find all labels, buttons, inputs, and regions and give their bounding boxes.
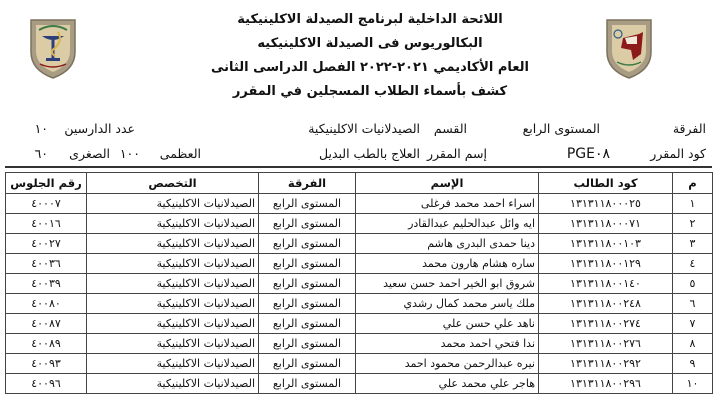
- students-count-value: ١٠: [34, 121, 48, 136]
- students-count-label: عدد الدارسين: [64, 121, 135, 136]
- column-header-student-code: كود الطالب: [539, 173, 673, 194]
- cell-level: المستوى الرابع: [259, 354, 356, 374]
- header-divider: [5, 166, 712, 168]
- cell-specialization: الصيدلانيات الاكلينيكية: [87, 374, 259, 394]
- cell-num: ٧: [673, 314, 713, 334]
- cell-specialization: الصيدلانيات الاكلينيكية: [87, 234, 259, 254]
- cell-num: ٩: [673, 354, 713, 374]
- header-line-regulation: اللائحة الداخلية لبرنامج الصيدلة الاكلينيكية: [237, 12, 503, 27]
- students-table: [5, 172, 713, 394]
- table-row: [6, 354, 713, 374]
- cell-seat-number: ٤٠٠٠٧: [6, 194, 87, 214]
- cell-level: المستوى الرابع: [259, 254, 356, 274]
- table-row: [6, 254, 713, 274]
- cell-num: ٤: [673, 254, 713, 274]
- cell-name: ساره هشام هارون محمد: [356, 254, 539, 274]
- cell-level: المستوى الرابع: [259, 214, 356, 234]
- cell-seat-number: ٤٠٠٣٦: [6, 254, 87, 274]
- cell-student-code: ١٣١٣١١٨٠٠٠٢٥: [539, 194, 673, 214]
- cell-num: ٥: [673, 274, 713, 294]
- cell-name: ملك ياسر محمد كمال رشدي: [356, 294, 539, 314]
- cell-student-code: ١٣١٣١١٨٠٠١٠٣: [539, 234, 673, 254]
- cell-specialization: الصيدلانيات الاكلينيكية: [87, 354, 259, 374]
- cell-level: المستوى الرابع: [259, 234, 356, 254]
- table-header-row: [6, 173, 713, 194]
- cell-seat-number: ٤٠٠٨٠: [6, 294, 87, 314]
- table-row: [6, 334, 713, 354]
- table-row: [6, 274, 713, 294]
- cell-level: المستوى الرابع: [259, 334, 356, 354]
- cell-level: المستوى الرابع: [259, 374, 356, 394]
- course-name-label: إسم المقرر: [426, 146, 487, 161]
- cell-name: هاجر علي محمد علي: [356, 374, 539, 394]
- cell-student-code: ١٣١٣١١٨٠٠٢٩٢: [539, 354, 673, 374]
- cell-name: شروق ابو الخير احمد حسن سعيد: [356, 274, 539, 294]
- cell-name: ايه وائل عبدالحليم عبدالقادر: [356, 214, 539, 234]
- cell-student-code: ١٣١٣١١٨٠٠١٢٩: [539, 254, 673, 274]
- cell-name: نيره عبدالرحمن محمود احمد: [356, 354, 539, 374]
- cell-specialization: الصيدلانيات الاكلينيكية: [87, 314, 259, 334]
- cell-name: ناهد علي حسن علي: [356, 314, 539, 334]
- shield-emblem-icon: [603, 14, 655, 80]
- header-line-degree: البكالوريوس فى الصيدلة الاكلينيكيه: [257, 36, 483, 51]
- column-header-name: الإسم: [356, 173, 539, 194]
- column-header-seat-number: رقم الجلوس: [6, 173, 87, 194]
- cell-student-code: ١٣١٣١١٨٠٠٢٧٦: [539, 334, 673, 354]
- shield-emblem-icon: [27, 14, 79, 80]
- cell-specialization: الصيدلانيات الاكلينيكية: [87, 254, 259, 274]
- faculty-of-pharmacy-logo: [27, 14, 79, 80]
- course-code-label: كود المقرر: [650, 146, 706, 161]
- min-grade-label: الصغرى: [69, 146, 110, 161]
- table-row: [6, 194, 713, 214]
- cell-name: اسراء احمد محمد فرغلى: [356, 194, 539, 214]
- cell-seat-number: ٤٠٠٩٣: [6, 354, 87, 374]
- cell-num: ٣: [673, 234, 713, 254]
- department-value: الصيدلانيات الاكلينيكية: [308, 121, 420, 136]
- cell-level: المستوى الرابع: [259, 274, 356, 294]
- max-grade-value: ١٠٠: [119, 146, 140, 161]
- table-row: [6, 294, 713, 314]
- column-header-specialization: التخصص: [87, 173, 259, 194]
- cell-student-code: ١٣١٣١١٨٠٠٢٤٨: [539, 294, 673, 314]
- cell-num: ٢: [673, 214, 713, 234]
- max-grade-label: العظمى: [159, 146, 201, 161]
- cell-num: ١: [673, 194, 713, 214]
- cell-student-code: ١٣١٣١١٨٠٠٠٧١: [539, 214, 673, 234]
- cell-seat-number: ٤٠٠٨٧: [6, 314, 87, 334]
- cell-num: ٦: [673, 294, 713, 314]
- table-row: [6, 214, 713, 234]
- column-header-level: الفرقة: [259, 173, 356, 194]
- cell-seat-number: ٤٠٠٩٦: [6, 374, 87, 394]
- cell-student-code: ١٣١٣١١٨٠٠١٤٠: [539, 274, 673, 294]
- cell-level: المستوى الرابع: [259, 294, 356, 314]
- cell-level: المستوى الرابع: [259, 314, 356, 334]
- cell-student-code: ١٣١٣١١٨٠٠٢٧٤: [539, 314, 673, 334]
- cell-seat-number: ٤٠٠٢٧: [6, 234, 87, 254]
- level-value: المستوى الرابع: [522, 121, 600, 136]
- cell-num: ٨: [673, 334, 713, 354]
- column-header-num: م: [673, 173, 713, 194]
- document-header: [190, 8, 550, 104]
- table-row: [6, 314, 713, 334]
- cell-specialization: الصيدلانيات الاكلينيكية: [87, 294, 259, 314]
- cell-specialization: الصيدلانيات الاكلينيكية: [87, 214, 259, 234]
- level-label: الفرقة: [672, 121, 706, 136]
- header-line-list-title: كشف بأسماء الطلاب المسجلين في المقرر: [232, 84, 508, 99]
- cell-name: ندا فتحي احمد محمد: [356, 334, 539, 354]
- department-label: القسم: [433, 121, 467, 136]
- cell-level: المستوى الرابع: [259, 194, 356, 214]
- cell-specialization: الصيدلانيات الاكلينيكية: [87, 274, 259, 294]
- table-row: [6, 234, 713, 254]
- course-code-value: PGE٠٨: [566, 146, 610, 162]
- university-logo: [603, 14, 655, 80]
- cell-seat-number: ٤٠٠٣٩: [6, 274, 87, 294]
- cell-seat-number: ٤٠٠١٦: [6, 214, 87, 234]
- cell-specialization: الصيدلانيات الاكلينيكية: [87, 194, 259, 214]
- header-line-academic-year: العام الأكاديمي ٢٠٢١-٢٠٢٢ الفصل الدراسى الثانى: [210, 60, 529, 75]
- cell-specialization: الصيدلانيات الاكلينيكية: [87, 334, 259, 354]
- cell-student-code: ١٣١٣١١٨٠٠٢٩٦: [539, 374, 673, 394]
- course-name-value: العلاج بالطب البديل: [319, 146, 420, 161]
- cell-name: دينا حمدى البدرى هاشم: [356, 234, 539, 254]
- cell-num: ١٠: [673, 374, 713, 394]
- min-grade-value: ٦٠: [34, 146, 48, 161]
- cell-seat-number: ٤٠٠٨٩: [6, 334, 87, 354]
- table-row: [6, 374, 713, 394]
